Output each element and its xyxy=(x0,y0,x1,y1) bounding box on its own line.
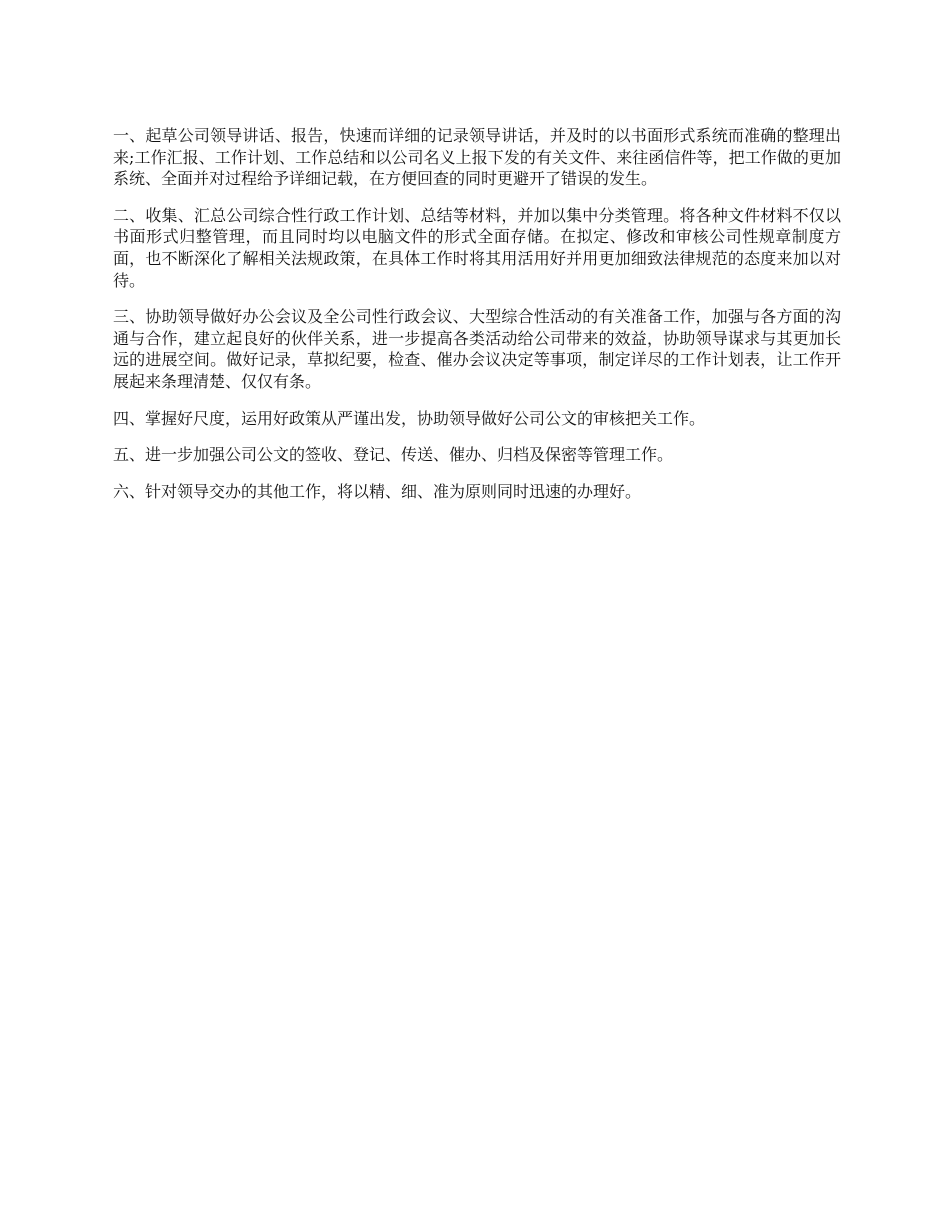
paragraph-3: 三、协助领导做好办公会议及全公司性行政会议、大型综合性活动的有关准备工作，加强与各方面的沟通与合作，建立起良好的伙伴关系，进一步提高各类活动给公司带来的效益，协助领导谋求与其更加长远的进展空间。做好记录，草拟纪要，检查、催办会议决定等事项，制定详尽的工作计划表，让工作开展起来条理清楚、仅仅有条。 xyxy=(113,307,841,391)
document-page xyxy=(113,125,841,517)
paragraph-1: 一、起草公司领导讲话、报告，快速而详细的记录领导讲话，并及时的以书面形式系统而准确的整理出来;工作汇报、工作计划、工作总结和以公司名义上报下发的有关文件、来往函信件等，把工作做的更加系统、全面并对过程给予详细记载，在方便回查的同时更避开了错误的发生。 xyxy=(113,126,841,189)
paragraph-2: 二、收集、汇总公司综合性行政工作计划、总结等材料，并加以集中分类管理。将各种文件材料不仅以书面形式归整管理，而且同时均以电脑文件的形式全面存储。在拟定、修改和审核公司性规章制度方面，也不断深化了解相关法规政策，在具体工作时将其用活用好并用更加细致法律规范的态度来加以对待。 xyxy=(113,205,841,290)
paragraph-4: 四、掌握好尺度，运用好政策从严谨出发，协助领导做好公司公文的审核把关工作。 xyxy=(113,408,706,428)
paragraph-6: 六、针对领导交办的其他工作，将以精、细、准为原则同时迅速的办理好。 xyxy=(113,481,642,501)
paragraph-5: 五、进一步加强公司公文的签收、登记、传送、催办、归档及保密等管理工作。 xyxy=(113,445,674,465)
